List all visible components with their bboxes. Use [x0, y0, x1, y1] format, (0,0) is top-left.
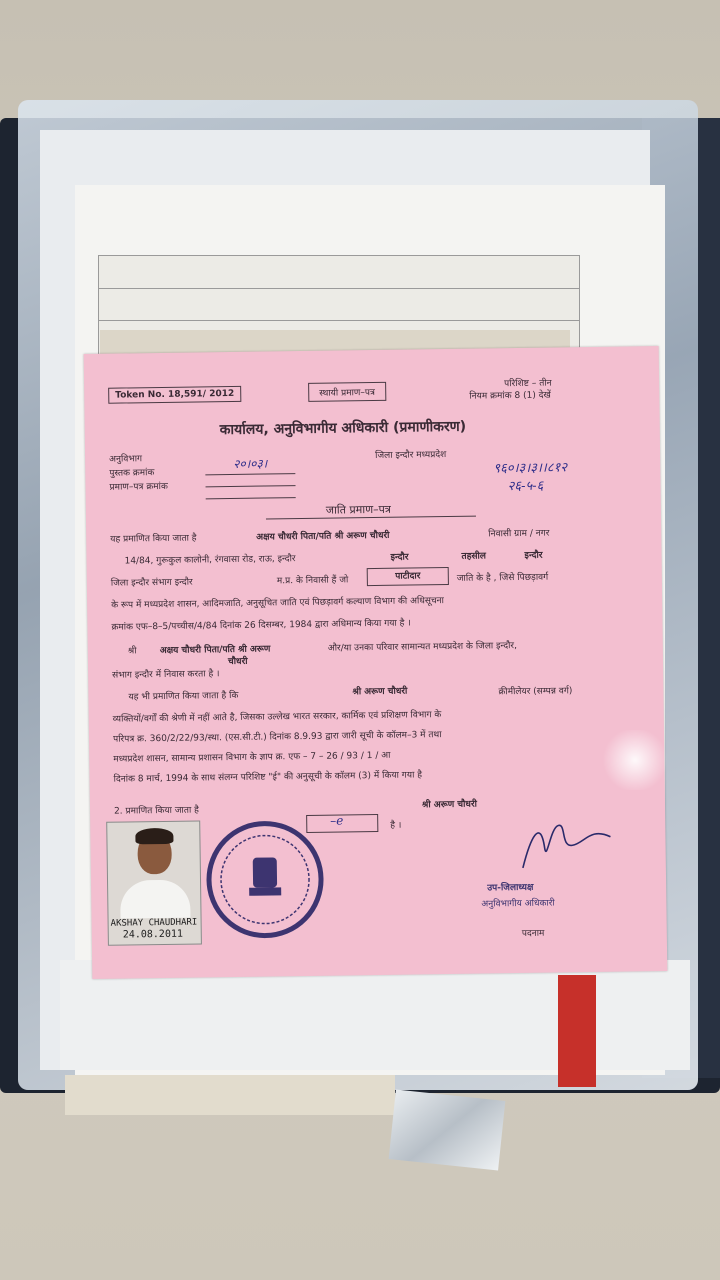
body-line-7: संभाग इन्दौर में निवास करता है । — [112, 669, 220, 681]
red-tape — [558, 975, 596, 1087]
body-line-9: व्यक्तियों/वर्गों की श्रेणी में नहीं आते है, जिसका उल्लेख भारत सरकार, कार्मिक एवं प्रशिक्षण विभाग के — [112, 710, 442, 725]
body-line-5: क्रमांक एफ–8–5/पच्चीस/4/84 दिनांक 26 दिसम्बर, 1984 द्वारा अधिमान्य किया गया है । — [111, 618, 411, 633]
body-line-1a: यह प्रमाणित किया जाता है — [110, 533, 197, 545]
certificate-number-label: प्रमाण–पत्र क्रमांक — [109, 481, 168, 493]
official-seal — [202, 817, 328, 943]
table-line — [99, 288, 579, 289]
token-number: Token No. 18,591/ 2012 — [108, 386, 241, 404]
appendix-label: परिशिष्ट – तीन — [504, 378, 552, 390]
book-number-handwritten: २०।०३। — [233, 456, 268, 471]
tehsil-value: इन्दौर — [524, 550, 543, 561]
body-line-1b: निवासी ग्राम / नगर — [488, 528, 550, 540]
light-glare — [600, 730, 670, 790]
officer-signature — [510, 807, 621, 879]
body-line-3b: म.प्र. के निवासी हैं जो — [276, 575, 349, 587]
body-line-6b: और/या उनका परिवार सामान्यत मध्यप्रदेश के जिला इन्दौर, — [327, 641, 518, 654]
body-line-8a: यह भी प्रमाणित किया जाता है कि — [128, 690, 239, 703]
office-title: कार्यालय, अनुविभागीय अधिकारी (प्रमाणीकरण) — [219, 418, 467, 439]
applicant-name: अक्षय चौधरी पिता/पति श्री अरूण चौधरी — [256, 530, 390, 543]
photo-hair — [135, 828, 173, 845]
handwritten-reference: ९६०।३।३।।८१२ — [493, 460, 568, 477]
item-2-box-value: –e — [330, 813, 344, 828]
subdivision-label: अनुविभाग — [109, 454, 143, 465]
book-number-label: पुस्तक क्रमांक — [109, 468, 155, 479]
heading-underline — [266, 515, 476, 520]
body-line-10: परिपत्र क्र. 360/2/22/93/स्था. (एस.सी.टी.) दिनांक 8.9.93 द्वारा जारी सूची के कॉलम–3 में तथा — [112, 730, 442, 745]
plastic-tab — [389, 1089, 506, 1170]
item-2-end: है । — [390, 820, 402, 831]
body-line-12: दिनांक 8 मार्च, 1994 के साथ संलग्न परिशिष्ट "ई" की अनुसूची के कॉलम (3) में किया गया है — [113, 770, 423, 785]
photo-caption-date: 24.08.2011 — [122, 928, 184, 941]
body-line-4: के रूप में मध्यप्रदेश शासन, आदिमजाति, अनुसूचित जाति एवं पिछड़ावर्ग कल्याण विभाग की अधिसूचना — [111, 596, 445, 611]
caste-certificate — [84, 346, 668, 979]
paper-strip — [65, 1075, 395, 1115]
photo-caption-name: AKSHAY CHAUDHARI — [110, 917, 198, 929]
photo-shirt — [120, 880, 191, 919]
body-line-8b: क्रीमीलेयर (सम्पन्न वर्ग) — [498, 686, 573, 698]
father-name: श्री अरूण चौधरी — [352, 686, 408, 698]
address-city: इन्दौर — [390, 552, 409, 563]
handwritten-date: २६-५-६ — [507, 478, 544, 495]
item-2-label: 2. प्रमाणित किया जाता है — [113, 805, 200, 817]
district-header: जिला इन्दौर मध्यप्रदेश — [375, 449, 447, 461]
table-line — [99, 320, 579, 321]
permanent-certificate-label: स्थायी प्रमाण–पत्र — [308, 382, 386, 402]
applicant-name-repeat: अक्षय चौधरी पिता/पति श्री अरूण — [159, 644, 271, 657]
stamp-designation-1: उप-जिलाध्यक्ष — [487, 882, 534, 894]
body-line-11: मध्यप्रदेश शासन, सामान्य प्रशासन विभाग के ज्ञाप क्र. एफ – 7 – 26 / 93 / 1 / आ — [113, 750, 391, 765]
designation-label: पदनाम — [521, 928, 545, 939]
tehsil-label: तहसील — [461, 551, 487, 562]
book-number-line-2 — [205, 475, 295, 487]
stamp-designation-2: अनुविभागीय अधिकारी — [481, 898, 555, 910]
body-line-3c: जाति के है , जिसे पिछड़ावर्ग — [456, 572, 549, 584]
applicant-address: 14/84, गुरूकुल कालोनी, रंगवासा रोड, राऊ, इन्दौर — [124, 554, 296, 567]
body-line-3a: जिला इन्दौर संभाग इन्दौर — [110, 577, 193, 589]
rule-reference: नियम क्रमांक 8 (1) देखें — [469, 390, 551, 402]
applicant-photo — [106, 820, 202, 945]
body-line-6a: श्री — [127, 646, 137, 657]
applicant-name-repeat-2: चौधरी — [227, 656, 248, 668]
certificate-heading: जाति प्रमाण–पत्र — [325, 502, 392, 517]
certificate-number-line — [206, 487, 296, 499]
caste-name: पाटीदार — [367, 567, 449, 586]
item-2-name: श्री अरूण चौधरी — [421, 799, 478, 811]
